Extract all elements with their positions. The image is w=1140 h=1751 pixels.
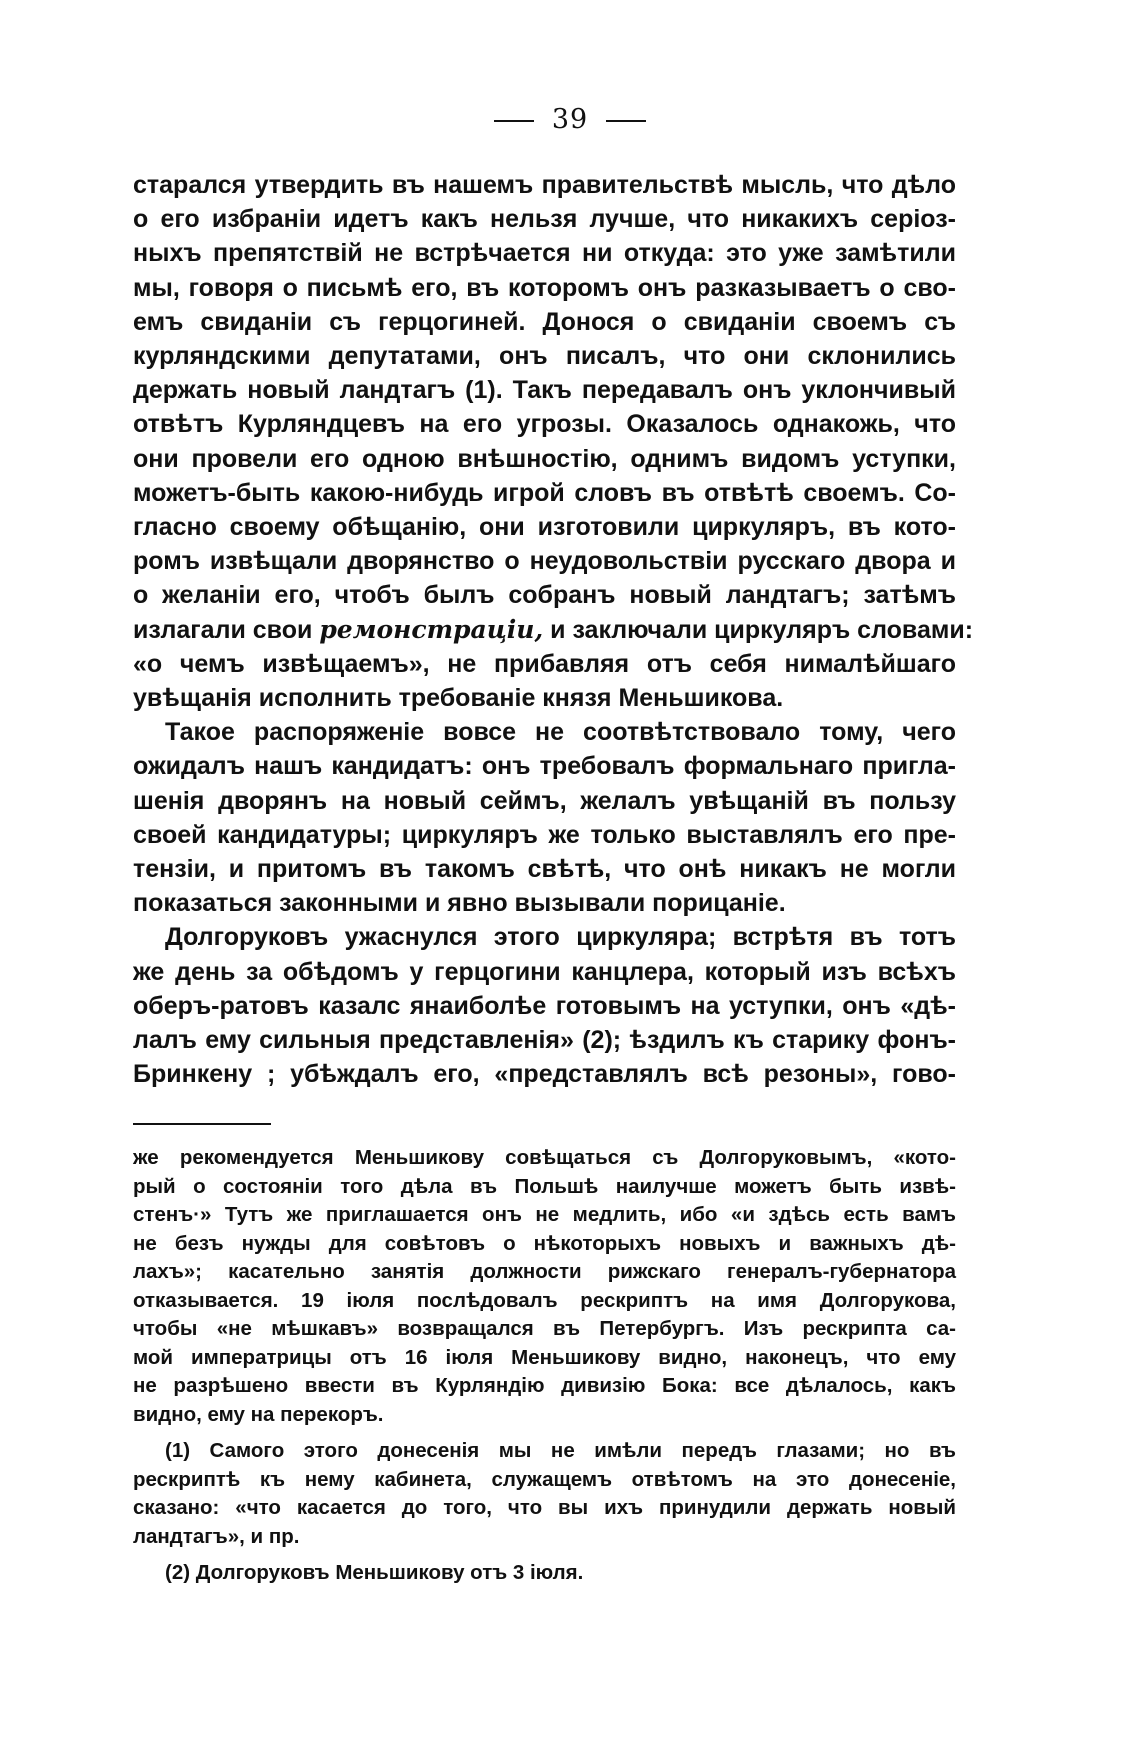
text-line: ожидалъ нашъ кандидатъ: онъ требовалъ формальнаго пригла- — [133, 752, 956, 781]
text-line: Такое распоряженіе вовсе не соотвѣтствовало тому, чего — [165, 718, 956, 747]
footnote-line: стенъ·» Тутъ же приглашается онъ не медлить, ибо «и здѣсь есть вамъ — [133, 1203, 956, 1226]
text-segment: излагали свои — [133, 615, 313, 644]
footnote-line: чтобы «не мѣшкавъ» возвращался въ Петербургъ. Изъ рескрипта са- — [133, 1317, 956, 1340]
footnote-separator — [133, 1123, 271, 1125]
paragraph-2 — [133, 715, 956, 920]
text-line: они провели его одною внѣшностію, однимъ видомъ уступки, — [133, 444, 956, 473]
footnote-line: не разрѣшено ввести въ Курляндію дивизію Бока: все дѣлалось, какъ — [133, 1374, 956, 1397]
text-line: Долгоруковъ ужаснулся этого циркуляра; встрѣтя въ тотъ — [165, 923, 956, 952]
main-text — [133, 168, 974, 1091]
page-number — [0, 104, 1140, 135]
text-line: о желаніи его, чтобъ былъ собранъ новый ландтагъ; затѣмъ — [133, 581, 956, 610]
text-line: можетъ-быть какою-нибудь игрой словъ въ отвѣтѣ своемъ. Со- — [133, 478, 956, 507]
footnote-1-line: (1) Самого этого донесенія мы не имѣли передъ глазами; но въ — [165, 1439, 956, 1462]
page-number-right-dash — [606, 120, 646, 122]
footnote-line: рый о состояніи того дѣла въ Польшѣ наилучше можетъ быть извѣ- — [133, 1174, 956, 1198]
footnote-line: отказывается. 19 іюля послѣдовалъ рескриптъ на имя Долгорукова, — [133, 1288, 956, 1312]
text-line: ныхъ препятствій не встрѣчается ни откуда: это уже замѣтили — [133, 239, 956, 268]
text-line: держать новый ландтагъ (1). Такъ передавалъ онъ уклончивый — [133, 376, 956, 405]
text-line-with-italic — [133, 613, 974, 647]
footnotes — [133, 1144, 956, 1588]
paragraph-3 — [133, 920, 956, 1091]
text-segment: и заключали циркуляръ словами: — [550, 615, 974, 644]
text-line: о его избраніи идетъ какъ нельзя лучше, что никакихъ серіоз- — [133, 205, 956, 234]
footnote-line: мой императрицы отъ 16 іюля Меньшикову видно, наконецъ, что ему — [133, 1345, 956, 1369]
page-number-value: 39 — [551, 104, 589, 135]
text-line: же день за обѣдомъ у герцогини канцлера, который изъ всѣхъ — [133, 957, 956, 986]
paragraph-1 — [133, 168, 974, 715]
footnote-1-line: ландтагъ», и пр. — [133, 1524, 300, 1548]
text-line: емъ свиданіи съ герцогиней. Донося о свиданіи своемъ съ — [133, 307, 956, 336]
footnote-line: лахъ»; касательно занятія должности рижскаго генералъ-губернатора — [133, 1260, 956, 1283]
italic-term: ремонстраціи, — [319, 614, 544, 644]
text-line: тензіи, и притомъ въ такомъ свѣтѣ, что онѣ никакъ не могли — [133, 855, 956, 884]
text-line: «о чемъ извѣщаемъ», не прибавляя отъ себя нималѣйшаго — [133, 649, 956, 678]
text-line: лалъ ему сильныя представленія» (2); ѣздилъ къ старику фонъ- — [133, 1026, 956, 1055]
footnote-line: видно, ему на перекоръ. — [133, 1402, 384, 1426]
text-line: гласно своему обѣщанію, они изготовили циркуляръ, въ кото- — [133, 513, 956, 542]
text-line: курляндскими депутатами, онъ писалъ, что они склонились — [133, 342, 956, 371]
text-line: показаться законными и явно вызывали порицаніе. — [133, 889, 786, 918]
text-line: своей кандидатуры; циркуляръ же только выставлялъ его пре- — [133, 820, 956, 849]
footnote-1-line: сказано: «что касается до того, что вы ихъ принудили держать новый — [133, 1496, 956, 1519]
text-line: мы, говоря о письмѣ его, въ которомъ онъ разказываетъ о сво- — [133, 273, 956, 302]
text-line: ромъ извѣщали дворянство о неудовольствіи русскаго двора и — [133, 547, 956, 576]
text-line: увѣщанія исполнить требованіе князя Меньшикова. — [133, 684, 784, 713]
footnote-2-line: (2) Долгоруковъ Меньшикову отъ 3 іюля. — [165, 1561, 584, 1584]
footnote-gap — [133, 1551, 956, 1559]
footnote-line: не безъ нужды для совѣтовъ о нѣкоторыхъ новыхъ и важныхъ дѣ- — [133, 1231, 956, 1255]
text-line: старался утвердить въ нашемъ правительствѣ мысль, что дѣло — [133, 171, 956, 199]
text-line: оберъ-ратовъ казалс янаиболѣе готовымъ на уступки, онъ «дѣ- — [133, 991, 956, 1020]
text-line: Бринкену ; убѣждалъ его, «представлялъ всѣ резоны», гово- — [133, 1060, 956, 1089]
footnote-1-line: рескриптѣ къ нему кабинета, служащемъ отвѣтомъ на это донесеніе, — [133, 1467, 956, 1491]
text-line: шенія дворянъ на новый сеймъ, желалъ увѣщаній въ пользу — [133, 786, 956, 815]
page-number-left-dash — [494, 120, 534, 122]
text-line: отвѣтъ Курляндцевъ на его угрозы. Оказалось однакожь, что — [133, 410, 956, 439]
footnote-gap — [133, 1429, 956, 1437]
footnote-line: же рекомендуется Меньшикову совѣщаться съ Долгоруковымъ, «кото- — [133, 1146, 956, 1169]
